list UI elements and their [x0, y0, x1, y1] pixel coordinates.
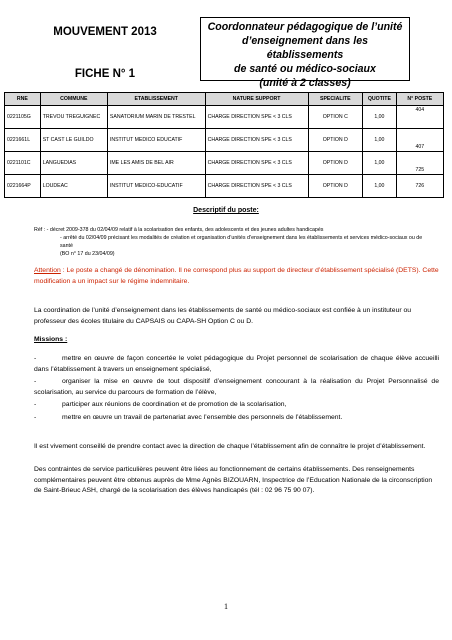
attention-notice: [34, 266, 439, 287]
column-header: COMMUNE: [40, 93, 107, 106]
header-left: [30, 26, 180, 80]
table-row: [5, 129, 444, 152]
references-block: [34, 226, 434, 258]
cell-etablissement: IME LES AMIS DE BEL AIR: [107, 152, 205, 175]
cell-poste: 725: [396, 152, 443, 175]
missions-list: [34, 354, 439, 425]
cell-etablissement: SANATORIUM MARIN DE TRESTEL: [107, 106, 205, 129]
positions-table: [4, 92, 444, 198]
cell-rne: 0221661L: [5, 129, 41, 152]
position-title-line: (unité à 2 classes): [259, 77, 351, 89]
conseil-paragraph: Il est vivement conseillé de prendre contact avec la direction de chaque l’établissement afin de connaître le projet d’établissement.: [34, 443, 426, 450]
column-header: NATURE SUPPORT: [205, 93, 308, 106]
cell-commune: TREVOU TREGUIGNEC: [40, 106, 107, 129]
missions-title: Missions :: [34, 336, 68, 343]
list-item: - organiser la mise en œuvre de tout dispositif d’enseignement concourant à la réalisation du Projet Personnalisé de scolarisation, au service du parcours de formation de l’élève,: [34, 378, 439, 396]
table-row: [5, 152, 444, 175]
reference-line: Réf : - décret 2009-378 du 02/04/09 relatif à la scolarisation des enfants, des adolescents et des jeunes adultes handicapés: [34, 227, 324, 233]
mission-text: organiser la mise en œuvre de tout dispositif d’enseignement concourant à la réalisation du Projet Personnalisé de scolarisation, au service du parcours de formation de l’élève,: [34, 378, 439, 396]
cell-nature: CHARGE DIRECTION SPE < 3 CLS: [205, 175, 308, 198]
reference-line: - arrêté du 02/04/09 précisant les modalités de création et organisation d’unités d’enseignement dans les établissements et services médico-sociaux ou de santé: [60, 235, 423, 249]
table-row: [5, 106, 444, 129]
descriptif-title: Descriptif du poste:: [193, 207, 259, 214]
cell-quotite: 1,00: [363, 106, 397, 129]
cell-poste: 726: [396, 175, 443, 198]
cell-commune: ST CAST LE GUILDO: [40, 129, 107, 152]
attention-label: Attention: [34, 267, 61, 274]
cell-specialite: OPTION D: [308, 152, 363, 175]
cell-poste: 404: [396, 106, 443, 129]
contraintes-paragraph: Des contraintes de service particulières peuvent être liées au fonctionnement de certains établissements. Des renseignements complémentaires peuvent être obtenus auprès de Mme Agnès BIZOUARN, Inspectrice de l’Education Nationale de la circonscription de Saint-Brieuc ASH, chargé de la scolarisation des élèves handicapés (tél : 02 96 75 90 07).: [34, 466, 433, 494]
position-title-line: Coordonnateur pédagogique de l’unité: [207, 21, 403, 33]
cell-specialite: OPTION C: [308, 106, 363, 129]
table-header-row: [5, 93, 444, 106]
cell-commune: LOUDEAC: [40, 175, 107, 198]
cell-specialite: OPTION D: [308, 175, 363, 198]
page-number: 1: [224, 602, 228, 611]
cell-rne: 0221664P: [5, 175, 41, 198]
column-header: SPECIALITE: [308, 93, 363, 106]
list-item: - mettre en œuvre un travail de partenariat avec l’ensemble des personnels de l’établissement.: [34, 413, 343, 421]
position-title-line: d’enseignement dans les établissements: [242, 35, 368, 61]
cell-etablissement: INSTITUT MEDICO EDUCATIF: [107, 129, 205, 152]
mission-text: mettre en œuvre de façon concertée le volet pédagogique du Projet personnel de scolarisation de chaque élève accueilli dans l’établissement à travers un enseignement spécialisé,: [34, 355, 439, 373]
cell-commune: LANGUEDIAS: [40, 152, 107, 175]
mouvement-title: MOUVEMENT 2013: [53, 26, 157, 38]
column-header: N° POSTE: [396, 93, 443, 106]
list-item: - mettre en œuvre de façon concertée le volet pédagogique du Projet personnel de scolarisation de chaque élève accueilli dans l’établissement à travers un enseignement spécialisé,: [34, 355, 439, 373]
cell-rne: 0221101C: [5, 152, 41, 175]
position-title-box: [200, 17, 410, 89]
mission-text: mettre en œuvre un travail de partenariat avec l’ensemble des personnels de l’établissement.: [62, 413, 343, 421]
attention-text: : Le poste a changé de dénomination. Il ne correspond plus au support de directeur d’établissement spécialisé (DETS). Cette modification a un impact sur le régime indemnitaire.: [34, 267, 439, 285]
fiche-number: FICHE N° 1: [74, 68, 136, 80]
column-header: QUOTITE: [363, 93, 397, 106]
mission-text: participer aux réunions de coordination et de promotion de la scolarisation,: [62, 401, 287, 408]
cell-nature: CHARGE DIRECTION SPE < 3 CLS: [205, 129, 308, 152]
column-header: RNE: [5, 93, 41, 106]
cell-poste: 407: [396, 129, 443, 152]
cell-nature: CHARGE DIRECTION SPE < 3 CLS: [205, 106, 308, 129]
table-row: [5, 175, 444, 198]
cell-etablissement: INSTITUT MEDICO-EDUCATIF: [107, 175, 205, 198]
cell-rne: 0221105G: [5, 106, 41, 129]
cell-quotite: 1,00: [363, 152, 397, 175]
cell-nature: CHARGE DIRECTION SPE < 3 CLS: [205, 152, 308, 175]
reference-line: (BO n° 17 du 23/04/09): [60, 251, 115, 257]
cell-quotite: 1,00: [363, 129, 397, 152]
position-title-line: de santé ou médico-sociaux: [234, 63, 376, 75]
cell-specialite: OPTION D: [308, 129, 363, 152]
column-header: ETABLISSEMENT: [107, 93, 205, 106]
cell-quotite: 1,00: [363, 175, 397, 198]
list-item: - participer aux réunions de coordination et de promotion de la scolarisation,: [34, 401, 287, 408]
coordination-paragraph: La coordination de l’unité d’enseignement dans les établissements de santé ou médico-sociaux est confiée à un instituteur ou professeur des écoles titulaire du CAPSAIS ou CAPA-SH Option C ou D.: [34, 307, 412, 325]
